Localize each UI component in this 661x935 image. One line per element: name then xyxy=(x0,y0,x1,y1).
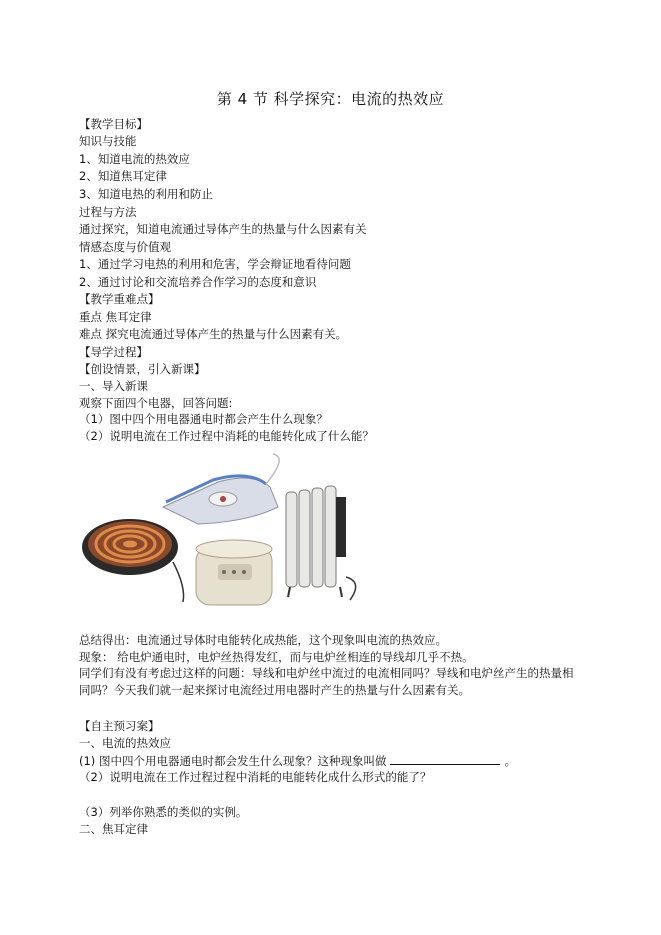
iron-illustration xyxy=(163,454,279,524)
text-line: 难点 探究电流通过导体产生的热量与什么因素有关。 xyxy=(79,327,348,341)
text-line: 现象： 给电炉通电时，电炉丝热得发红，而与电炉丝相连的导线却几乎不热。 xyxy=(79,650,474,664)
question-end: 。 xyxy=(504,754,516,768)
section-heading: 【导学过程】 xyxy=(79,345,148,359)
fill-blank-question xyxy=(79,752,516,769)
text-line: 过程与方法 xyxy=(79,205,137,219)
text-line: 通过探究，知道电流通过导体产生的热量与什么因素有关 xyxy=(79,222,367,236)
section-heading: 【教学目标】 xyxy=(79,117,148,131)
text-line: 总结得出：电流通过导体时电能转化成热能，这个现象叫电流的热效应。 xyxy=(79,633,447,647)
text-line: 2、知道焦耳定律 xyxy=(79,169,167,183)
text-line: 2、通过讨论和交流培养合作学习的态度和意识 xyxy=(79,275,317,289)
question-line: （1）图中四个用电器通电时都会产生什么现象？ xyxy=(79,412,328,426)
text-line: 知识与技能 xyxy=(79,134,137,148)
answer-blank[interactable] xyxy=(390,752,500,765)
text-line: 1、通过学习电热的利用和危害，学会辩证地看待问题 xyxy=(79,257,351,271)
section-heading: 二、焦耳定律 xyxy=(79,822,148,836)
question-text: (1) 图中四个用电器通电时都会发生什么现象？这种现象叫做 xyxy=(79,754,387,768)
stove-illustration xyxy=(82,519,184,602)
question-line: （3）列举你熟悉的类似的实例。 xyxy=(79,805,248,819)
text-line: 1、知道电流的热效应 xyxy=(79,152,190,166)
appliances-image xyxy=(78,452,370,612)
rice-cooker-illustration xyxy=(196,540,272,605)
text-line: 一、电流的热效应 xyxy=(79,736,171,750)
question-line: （2）说明电流在工作过程中消耗的电能转化成了什么能？ xyxy=(79,429,374,443)
question-line: （2）说明电流在工作过程过程中消耗的电能转化成什么形式的能了？ xyxy=(79,770,432,784)
text-line: 观察下面四个电器，回答问题: xyxy=(79,396,233,410)
text-line: 3、知道电热的利用和防止 xyxy=(79,187,213,201)
page-title: 第 4 节 科学探究：电流的热效应 xyxy=(216,90,445,108)
text-line: 一、导入新课 xyxy=(79,379,148,393)
section-heading: 【创设情景，引入新课】 xyxy=(79,362,206,376)
section-heading: 【教学重难点】 xyxy=(79,292,160,306)
text-line: 重点 焦耳定律 xyxy=(79,310,152,324)
section-heading: 【自主预习案】 xyxy=(79,719,160,733)
text-paragraph: 同学们有没有考虑过这样的问题：导线和电炉丝中流过的电流相同吗？导线和电炉丝产生的热量相同吗？今天我们就一起来探讨电流经过用电器时产生的热量与什么因素有关。 xyxy=(79,666,574,697)
radiator-illustration xyxy=(286,486,356,600)
text-line: 情感态度与价值观 xyxy=(79,240,171,254)
